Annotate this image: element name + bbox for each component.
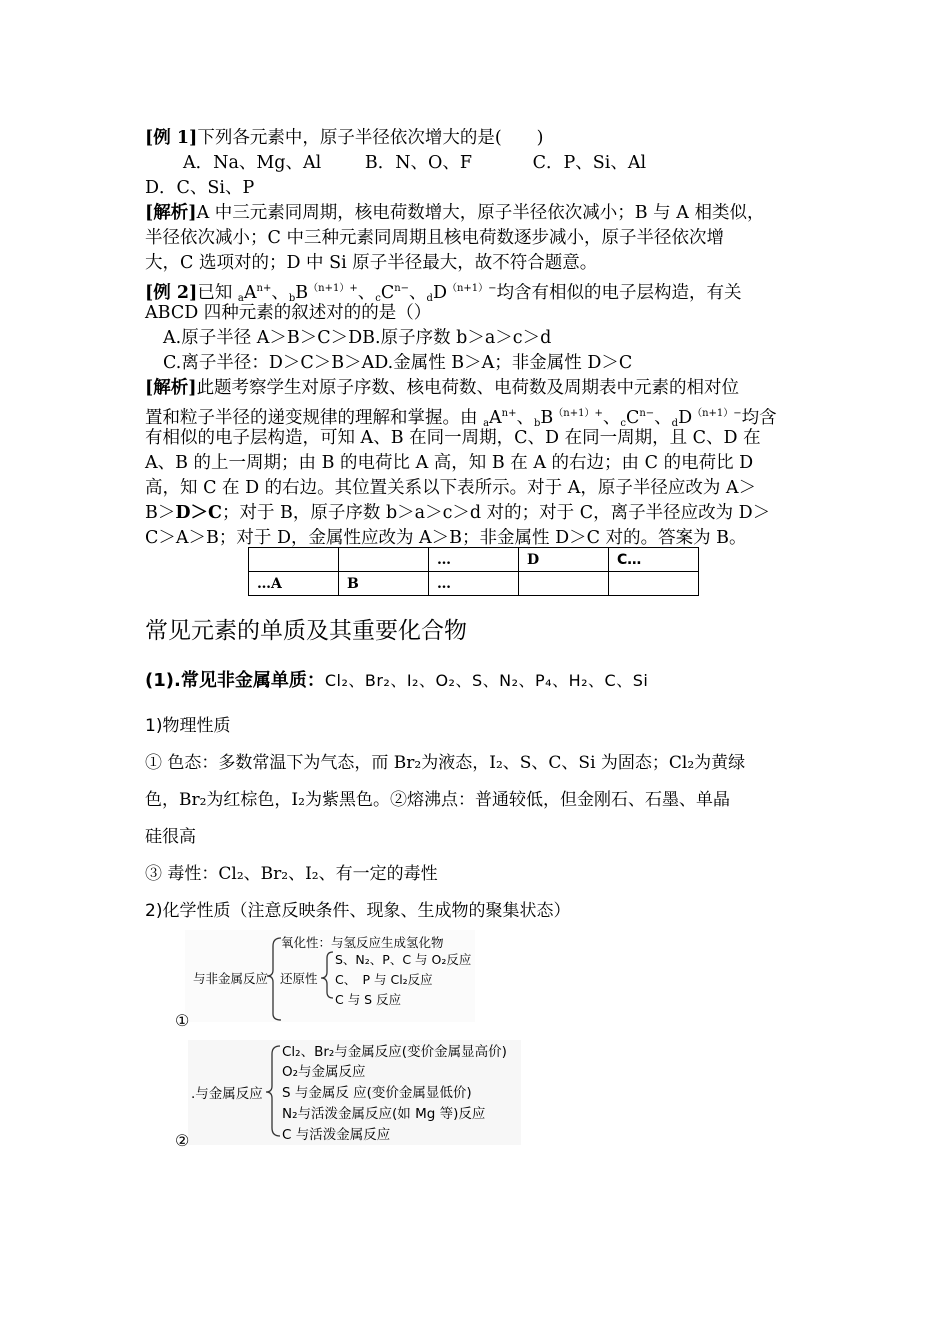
example2-analysis-line: B＞D＞C；对于 B，原子序数 b＞a＞c＞d 对的；对于 C，离子半径应改为 D＞	[145, 503, 771, 523]
reaction-item: S 与金属反 应(变价金属显低价)	[282, 1085, 472, 1101]
analysis-tag: [解析]	[145, 203, 197, 223]
diagram1-number: ①	[175, 1011, 190, 1030]
example1-analysis-line: 大，C 选项对的；D 中 Si 原子半径最大，故不符合题意。	[145, 253, 598, 273]
table-cell	[339, 548, 429, 572]
table-cell: C…	[609, 548, 699, 572]
subsection-title: (1).常见非金属单质：Cl₂、Br₂、I₂、O₂、S、N₂、P₄、H₂、C、Si	[145, 670, 649, 691]
reduction-label: 还原性	[280, 971, 318, 986]
physical-line: ① 色态：多数常温下为气态，而 Br₂为液态，I₂、S、C、Si 为固态；Cl₂为黄绿	[145, 753, 746, 773]
physical-line: ③ 毒性：Cl₂、Br₂、I₂、有一定的毒性	[145, 864, 438, 884]
table-row	[249, 548, 699, 572]
diagram-label: 与非金属反应	[193, 971, 269, 986]
table-cell: B	[339, 572, 429, 596]
reaction-item: Cl₂、Br₂与金属反应(变价金属显高价)	[282, 1044, 507, 1060]
table-cell: …	[429, 548, 519, 572]
reaction-item: N₂与活泼金属反应(如 Mg 等)反应	[282, 1106, 486, 1122]
example2-options-cd: C.离子半径：D＞C＞B＞AD.金属性 B＞A；非金属性 D＞C	[163, 353, 633, 373]
option-d: D．C、Si、P	[145, 178, 255, 198]
reaction-item: C 与 S 反应	[335, 992, 402, 1007]
chemical-heading: 2)化学性质（注意反映条件、现象、生成物的聚集状态）	[145, 901, 571, 921]
example2-question-line: ABCD 四种元素的叙述对的的是（）	[145, 303, 432, 323]
table-cell: …A	[249, 572, 339, 596]
example2-tag: [例 2]	[145, 283, 198, 303]
example1-question: [例 1]下列各元素中，原子半径依次增大的是( )	[145, 128, 544, 148]
example2-analysis-line: A、B 的上一周期；由 B 的电荷比 A 高，知 B 在 A 的右边；由 C 的电荷比 D	[145, 453, 754, 473]
diagram2-number: ②	[175, 1131, 190, 1150]
option-a: A．Na、Mg、Al	[183, 153, 322, 173]
option-c: C．P、Si、Al	[532, 153, 647, 173]
reaction-item: C 与活泼金属反应	[282, 1127, 391, 1143]
example2-question: [例 2]已知 $_aA^{n+}$、$_bB^{(n+1)+}$、$_cC^{n-}$、$_dD^{(n+1)-}$均含有相似的电子层构造，有关	[145, 283, 742, 304]
example2-analysis-line: 高，知 C 在 D 的右边。其位置关系以下表所示。对于 A，原子半径应改为 A＞	[145, 478, 757, 498]
section-title: 常见元素的单质及其重要化合物	[145, 618, 467, 644]
physical-heading: 1)物理性质	[145, 716, 231, 736]
example1-analysis: [解析]A 中三元素同周期，核电荷数增大，原子半径依次减小；B 与 A 相类似，	[145, 203, 765, 223]
oxidation-text: 氧化性：与氢反应生成氢化物	[281, 935, 444, 950]
physical-line: 色，Br₂为红棕色，I₂为紫黑色。②熔沸点：普通较低，但金刚石、石墨、单晶	[145, 790, 730, 810]
table-cell: D	[519, 548, 609, 572]
nonmetal-reaction-diagram	[185, 930, 475, 1022]
reaction-item: O₂与金属反应	[282, 1064, 366, 1080]
example2-analysis-line: 有相似的电子层构造，可知 A、B 在同一周期，C、D 在同一周期，且 C、D 在	[145, 428, 761, 448]
position-table	[248, 547, 699, 596]
example2-analysis-line: 置和粒子半径的递变规律的理解和掌握。由 $_aA^{n+}$、$_bB^{(n+1)+}$、$_cC^{n-}$、$_dD^{(n+1)-}$均含	[145, 408, 777, 429]
table-cell	[519, 572, 609, 596]
table-cell	[609, 572, 699, 596]
metal-reaction-diagram	[188, 1040, 521, 1145]
example2-options-ab: A.原子半径 A＞B＞C＞DB.原子序数 b＞a＞c＞d	[163, 328, 552, 348]
option-b: B．N、O、F	[364, 153, 472, 173]
diagram-label: .与金属反应	[191, 1086, 263, 1102]
reaction-item: C、 P 与 Cl₂反应	[335, 972, 433, 987]
physical-line: 硅很高	[145, 827, 196, 847]
table-row	[249, 572, 699, 596]
example2-analysis: [解析]此题考察学生对原子序数、核电荷数、电荷数及周期表中元素的相对位	[145, 378, 740, 398]
table-cell	[249, 548, 339, 572]
table-cell: …	[429, 572, 519, 596]
example2-analysis-line: C＞A＞B；对于 D，金属性应改为 A＞B；非金属性 D＞C 对的。答案为 B。	[145, 528, 747, 548]
example1-analysis-line: 半径依次减小；C 中三种元素同周期且核电荷数逐步减小，原子半径依次增	[145, 228, 724, 248]
example1-options	[183, 151, 646, 176]
reaction-item: S、N₂、P、C 与 O₂反应	[335, 952, 472, 967]
example1-tag: [例 1]	[145, 128, 198, 148]
analysis-tag: [解析]	[145, 378, 197, 398]
